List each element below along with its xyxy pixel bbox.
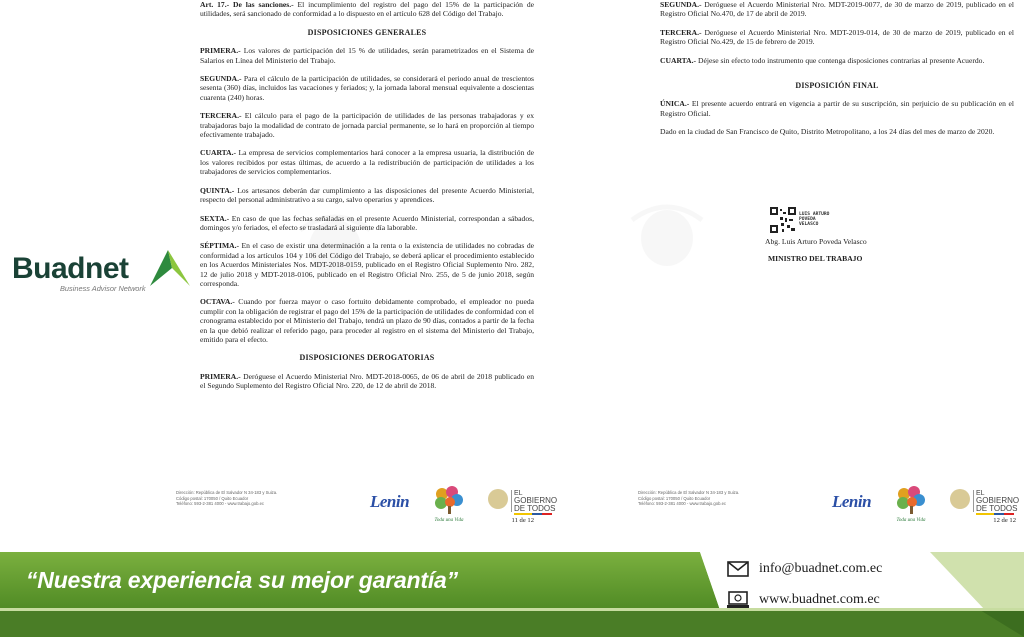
qr-code-icon xyxy=(770,207,796,233)
svg-text:GOBIERNO: GOBIERNO xyxy=(976,496,1020,505)
page-footer xyxy=(160,482,558,530)
general-cuarta: CUARTA.- La empresa de servicios complementarios hará conocer a la empresa usuaria, la distribución de los valores recibidos por estas últimas, de acuerdo a la redistribución de participación de utilidades a los trabajadores de servicios complementarios. xyxy=(200,148,534,177)
svg-text:Toda una Vida: Toda una Vida xyxy=(434,518,464,523)
svg-text:GOBIERNO: GOBIERNO xyxy=(514,496,558,505)
buadnet-logo xyxy=(8,248,193,298)
heading-disposicion-final: DISPOSICIÓN FINAL xyxy=(795,81,879,91)
gobierno-de-todos-logo xyxy=(486,486,566,516)
derogatoria-cuarta: CUARTA.- Déjese sin efecto todo instrumento que contenga disposiciones contrarias al presente Acuerdo. xyxy=(660,55,985,65)
article-17: Art. 17.- De las sanciones.- El incumplimiento del registro del pago del 15% de la participación de utilidades, será sancionado de conformidad a lo dispuesto en el artículo 628 del Código del Trabajo. xyxy=(200,0,534,19)
disposicion-unica: ÚNICA.- El presente acuerdo entrará en vigencia a partir de su suscripción, sin perjuicio de su publicación en el Registro Oficial. xyxy=(660,99,1014,118)
svg-text:EL: EL xyxy=(976,490,985,497)
svg-text:DE TODOS: DE TODOS xyxy=(514,504,556,513)
toda-una-vida-tree-logo xyxy=(894,484,928,524)
general-sexta: SEXTA.- En caso de que las fechas señaladas en el presente Acuerdo Ministerial, correspondan a sábados, domingos y/o feriados, el efecto se trasladará al siguiente día laborable. xyxy=(200,213,535,232)
svg-text:EL: EL xyxy=(514,490,523,497)
general-tercera: TERCERA.- El cálculo para el pago de la participación de utilidades de las personas trabajadoras y ex trabajadoras bajo la modalidad de contrato de jornada parcial permanente, se lo hará en proporción al tiempo efectivamente trabajado. xyxy=(200,111,534,140)
derogatoria-tercera: TERCERA.- Deróguese el Acuerdo Ministerial Nro. MDT-2019-014, de 30 de marzo de 2019, publicado en el Registro Oficial No.429, de 15 de febrero de 2019. xyxy=(660,27,1014,47)
general-octava: OCTAVA.- Cuando por fuerza mayor o caso fortuito debidamente comprobado, el empleador no pueda cumplir con la obligación de registrar el pago del 15% de la participación de utilidades de conformidad con el cronograma establecido por el Ministerio del Trabajo, tendrá un plazo de 90 días, contados a partir de la fecha en la que debió realizar el referido pago, para proceder al registro en el sistema del Ministerio del Trabajo, emitido para el efecto. xyxy=(200,297,535,344)
derogatoria-segunda: SEGUNDA.- Deróguese el Acuerdo Ministerial Nro. MDT-2019-0077, de 30 de marzo de 2019, publicado en el Registro Oficial No.470, de 17 de abril de 2019. xyxy=(660,0,1014,19)
svg-text:Toda una Vida: Toda una Vida xyxy=(896,518,926,523)
ministry-address: Dirección: República de El Salvador N 34-183 y Suiza. Código postal: 170050 / Quito Ecuador Teléfono: 593-2-381 4000 - www.trabajo.gob.ec xyxy=(638,490,740,507)
general-primera: PRIMERA.- Los valores de participación del 15 % de utilidades, serán parametrizados en el Sistema de Salarios en Línea del Ministerio del Trabajo. xyxy=(200,46,534,65)
lenin-logo: Lenin xyxy=(370,492,410,511)
slogan: “Nuestra experiencia su mejor garantía” xyxy=(26,567,458,593)
general-quinta: QUINTA.- Los artesanos deberán dar cumplimiento a las disposiciones del presente Acuerdo Ministerial, respecto del personal administrativo a su cargo, salvo operarios y aprendices. xyxy=(200,185,534,205)
document-text xyxy=(200,0,534,400)
heading-disposiciones-generales: DISPOSICIONES GENERALES xyxy=(307,27,427,37)
derogatoria-primera: PRIMERA.- Deróguese el Acuerdo Ministerial Nro. MDT-2018-0065, de 06 de abril de 2018 publicado en el Segundo Suplemento del Registro Oficial Nro. 220, de 12 de abril de 2018. xyxy=(200,371,534,391)
document-text xyxy=(660,0,1014,146)
general-septima: SÉPTIMA.- En el caso de existir una determinación a la renta o la existencia de utilidades no cobradas de conformidad a los artículos 104 y 106 del Código del Trabajo, se deberá aplicar el procedimiento establecido en los Acuerdos Ministeriales Nos. MDT-2018-0159, publicado en el Registro Oficial Suplemento Nro. 282, 12 de julio 2018 y MDT-2018-0106, publicado en el Registro Oficial Nro. 255, de 5 de junio 2018, según corresponda. xyxy=(200,241,534,288)
contact-website[interactable]: www.buadnet.com.ec xyxy=(727,591,880,609)
ministry-address: Dirección: República de El Salvador N 34-183 y Suiza. Código postal: 170050 / Quito Ecuador Teléfono: 593-2-381 4000 - www.trabajo.gob.ec xyxy=(176,490,278,507)
brand-tagline: Business Advisor Network xyxy=(60,284,146,293)
svg-text:DE TODOS: DE TODOS xyxy=(976,504,1018,513)
signature-stamp: LUIS ARTURO POVEDA VELASCO xyxy=(799,212,830,228)
brand-name: Buadnet xyxy=(12,252,129,285)
lenin-logo: Lenin xyxy=(832,492,872,511)
general-segunda: SEGUNDA.- Para el cálculo de la participación de utilidades, se considerará el periodo anual de trescientos sesenta (360) días, incluidos las vacaciones y feriados; y, la jornada laboral mensual equivalente a doscientas cuarenta (240) horas. xyxy=(200,74,534,102)
toda-una-vida-tree-logo xyxy=(432,484,466,524)
brand-arrow-icon xyxy=(148,248,192,288)
mail-icon xyxy=(727,561,749,577)
page-number: 12 de 12 xyxy=(993,517,1016,524)
page-footer xyxy=(622,482,1022,530)
electronic-signature xyxy=(770,207,890,237)
gobierno-de-todos-logo xyxy=(948,486,1024,516)
dado-en-quito: Dado en la ciudad de San Francisco de Quito, Distrito Metropolitano, a los 24 días del mes de marzo de 2020. xyxy=(660,127,995,137)
coat-of-arms-watermark xyxy=(622,200,712,270)
document-page-11 xyxy=(160,0,558,530)
document-page-12 xyxy=(622,0,1022,530)
signer-role: MINISTRO DEL TRABAJO xyxy=(768,254,863,263)
computer-icon xyxy=(727,591,749,609)
signer-name: Abg. Luis Arturo Poveda Velasco xyxy=(765,237,867,246)
heading-disposiciones-derogatorias: DISPOSICIONES DEROGATORIAS xyxy=(299,353,435,363)
page-number: 11 de 12 xyxy=(511,517,534,524)
contact-email[interactable]: info@buadnet.com.ec xyxy=(727,561,882,577)
